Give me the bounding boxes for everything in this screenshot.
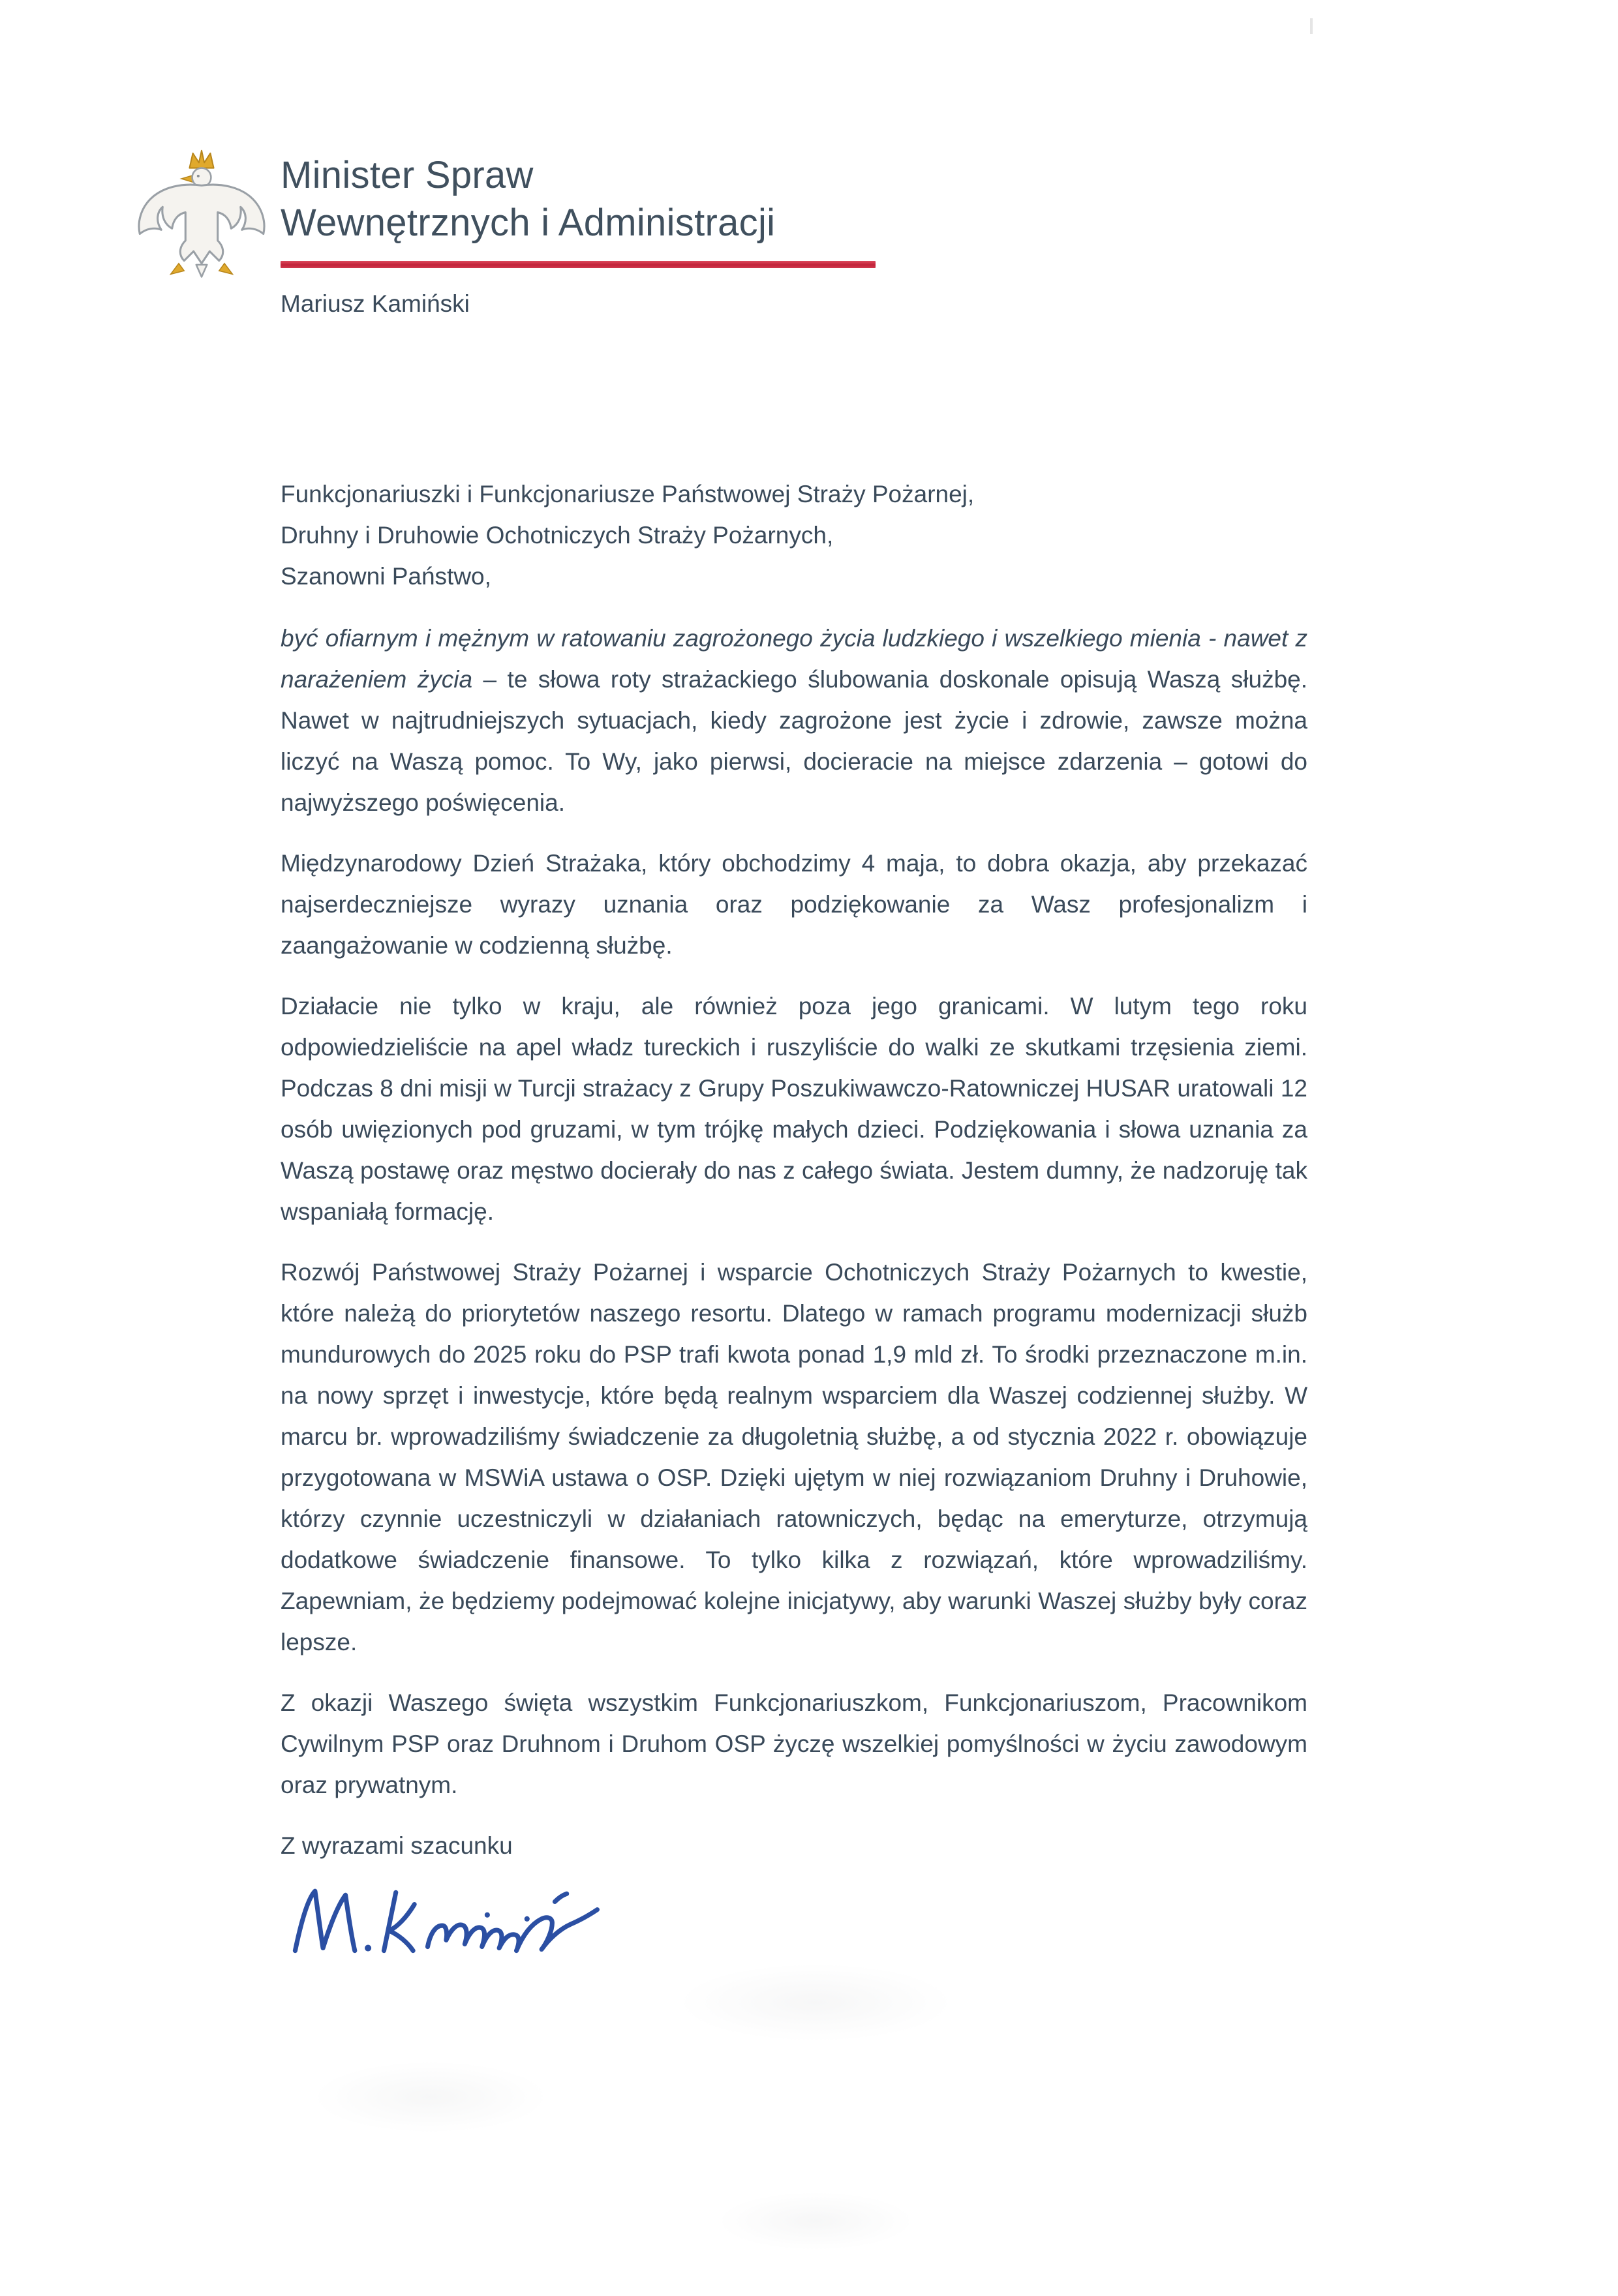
salutation-line-1: Funkcjonariuszki i Funkcjonariusze Państwowej Straży Pożarnej,	[281, 481, 975, 507]
red-accent-bar	[281, 261, 876, 268]
closing-phrase: Z wyrazami szacunku	[281, 1832, 513, 1859]
letterhead-text	[281, 145, 876, 318]
paragraph-wishes: Z okazji Waszego święta wszystkim Funkcjonariuszkom, Funkcjonariuszom, Pracownikom Cywilnym PSP oraz Druhnom i Druhom OSP życzę wszelkiej pomyślności w życiu zawodowym oraz prywatnym.	[281, 1689, 1307, 1798]
paragraph-firefighters-day: Międzynarodowy Dzień Strażaka, który obchodzimy 4 maja, to dobra okazja, aby przekazać najserdeczniejsze wyrazy uznania oraz podziękowanie za Wasz profesjonalizm i zaangażowanie w codzienną służbę.	[281, 850, 1307, 959]
ministry-title	[281, 151, 876, 247]
oath-quote: być ofiarnym i mężnym w ratowaniu zagrożonego życia ludzkiego i wszelkiego mienia - nawet z narażeniem życia	[281, 625, 1307, 693]
letterhead	[134, 145, 876, 318]
paragraph-modernization: Rozwój Państwowej Straży Pożarnej i wsparcie Ochotniczych Straży Pożarnych to kwestie, które należą do priorytetów naszego resortu. Dlatego w ramach programu modernizacji służb mundurowych do 2025 roku do PSP trafi kwota ponad 1,9 mld zł. To środki przeznaczone m.in. na nowy sprzęt i inwestycje, które będą realnym wsparciem dla Waszej codziennej służby. W marcu br. wprowadziliśmy świadczenie za długoletnią służbę, a od stycznia 2022 r. obowiązuje przygotowana w MSWiA ustawa o OSP. Dzięki ujętym w niej rozwiązaniom Druhny i Druhowie, którzy czynnie uczestniczyli w działaniach ratowniczych, będąc na emeryturze, otrzymują dodatkowe świadczenie finansowe. To tylko kilka z rozwiązań, które wprowadziliśmy. Zapewniam, że będziemy podejmować kolejne inicjatywy, aby warunki Waszej służby były coraz lepsze.	[281, 1259, 1307, 1655]
minister-name: Mariusz Kamiński	[281, 290, 470, 318]
scan-artifact	[718, 2192, 913, 2250]
salutation-line-2: Druhny i Druhowie Ochotniczych Straży Pożarnych,	[281, 522, 834, 549]
letter-body	[281, 474, 1307, 1968]
scan-artifact	[313, 2061, 548, 2133]
poland-eagle-emblem-icon	[134, 145, 269, 300]
salutation-line-3: Szanowni Państwo,	[281, 563, 491, 590]
ministry-title-line1: Minister Spraw	[281, 154, 534, 196]
scan-artifact	[679, 1963, 953, 2042]
salutation	[281, 474, 1307, 597]
paragraph-turkey-mission: Działacie nie tylko w kraju, ale również poza jego granicami. W lutym tego roku odpowiedzieliście na apel władz tureckich i ruszyliście do walki ze skutkami trzęsienia ziemi. Podczas 8 dni misji w Turcji strażacy z Grupy Poszukiwawczo-Ratowniczej HUSAR uratowali 12 osób uwięzionych pod gruzami, w tym trójkę małych dzieci. Podziękowania i słowa uznania za Waszą postawę oraz męstwo docierały do nas z całego świata. Jestem dumny, że nadzoruję tak wspaniałą formację.	[281, 993, 1307, 1225]
ministry-title-line2: Wewnętrznych i Administracji	[281, 202, 776, 245]
paragraph-oath	[281, 618, 1307, 823]
scan-artifact	[1310, 18, 1313, 34]
signature-handwriting	[281, 1882, 620, 1968]
oath-rest: – te słowa roty strażackiego ślubowania doskonale opisują Waszą służbę. Nawet w najtrudniejszych sytuacjach, kiedy zagrożone jest życie i zdrowie, zawsze można liczyć na Waszą pomoc. To Wy, jako pierwsi, docieracie na miejsce zdarzenia – gotowi do najwyższego poświęcenia.	[281, 666, 1308, 816]
